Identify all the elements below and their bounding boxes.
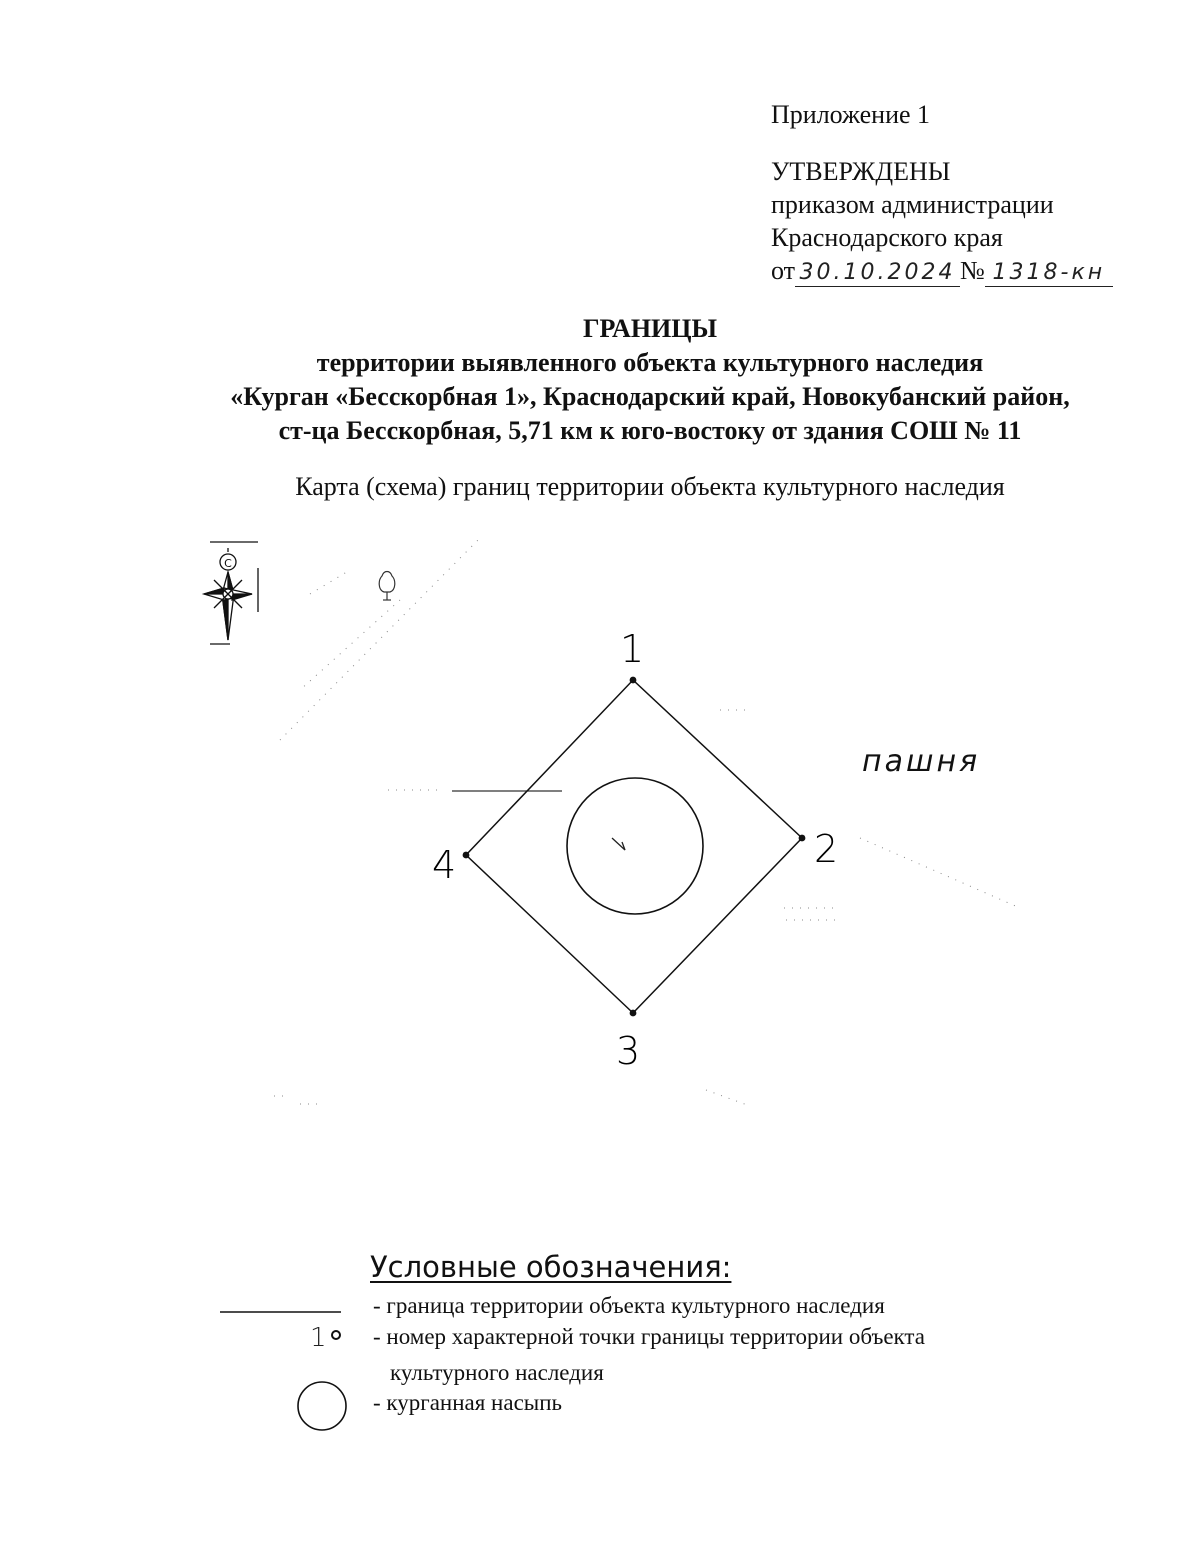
approved-label: УТВЕРЖДЕНЫ [771, 157, 951, 186]
legend-boundary-text: - граница территории объекта культурного наследия [373, 1293, 885, 1318]
map-caption: Карта (схема) границ территории объекта культурного наследия [295, 472, 1005, 501]
point-label-3: 3 [616, 1029, 641, 1073]
territory-boundary [466, 680, 802, 1013]
legend-point-sample-label: 1 [310, 1323, 327, 1353]
mound-center-mark [612, 838, 625, 850]
appendix-label: Приложение 1 [771, 100, 931, 129]
land-type-label: пашня [862, 744, 981, 779]
compass-north-letter: С [224, 557, 232, 570]
date-prefix: от [771, 256, 796, 285]
order-line-1: приказом администрации [771, 190, 1054, 219]
legend-point-text-2: культурного наследия [390, 1360, 604, 1385]
handwritten-date: 30.10.2024 [795, 260, 960, 287]
point-label-2: 2 [814, 827, 839, 871]
scan-artifact-lines [274, 538, 1020, 1106]
legend-mound-symbol [298, 1382, 346, 1430]
boundary-point-3 [630, 1010, 637, 1017]
legend-point-symbol [332, 1331, 340, 1339]
boundary-point-2 [799, 835, 806, 842]
boundary-point-4 [463, 852, 470, 859]
legend-mound-text: - курганная насыпь [373, 1390, 563, 1415]
point-label-1: 1 [620, 627, 645, 671]
order-line-2: Краснодарского края [771, 223, 1003, 252]
title-line-2: «Курган «Бесскорбная 1», Краснодарский край, Новокубанский район, [230, 382, 1070, 411]
title-line-3: ст-ца Бесскорбная, 5,71 км к юго-востоку от здания СОШ № 11 [278, 416, 1022, 445]
title-heading: ГРАНИЦЫ [582, 314, 718, 343]
number-prefix: № [960, 256, 985, 285]
boundary-point-1 [630, 677, 637, 684]
handwritten-number: 1318-кн [985, 260, 1113, 287]
legend-title: Условные обозначения: [370, 1250, 732, 1284]
title-line-1: территории выявленного объекта культурного наследия [316, 348, 984, 377]
legend-point-text-1: - номер характерной точки границы территории объекта [373, 1324, 925, 1349]
tree-icon [379, 572, 395, 601]
point-label-4: 4 [432, 843, 457, 887]
burial-mound [567, 778, 703, 914]
